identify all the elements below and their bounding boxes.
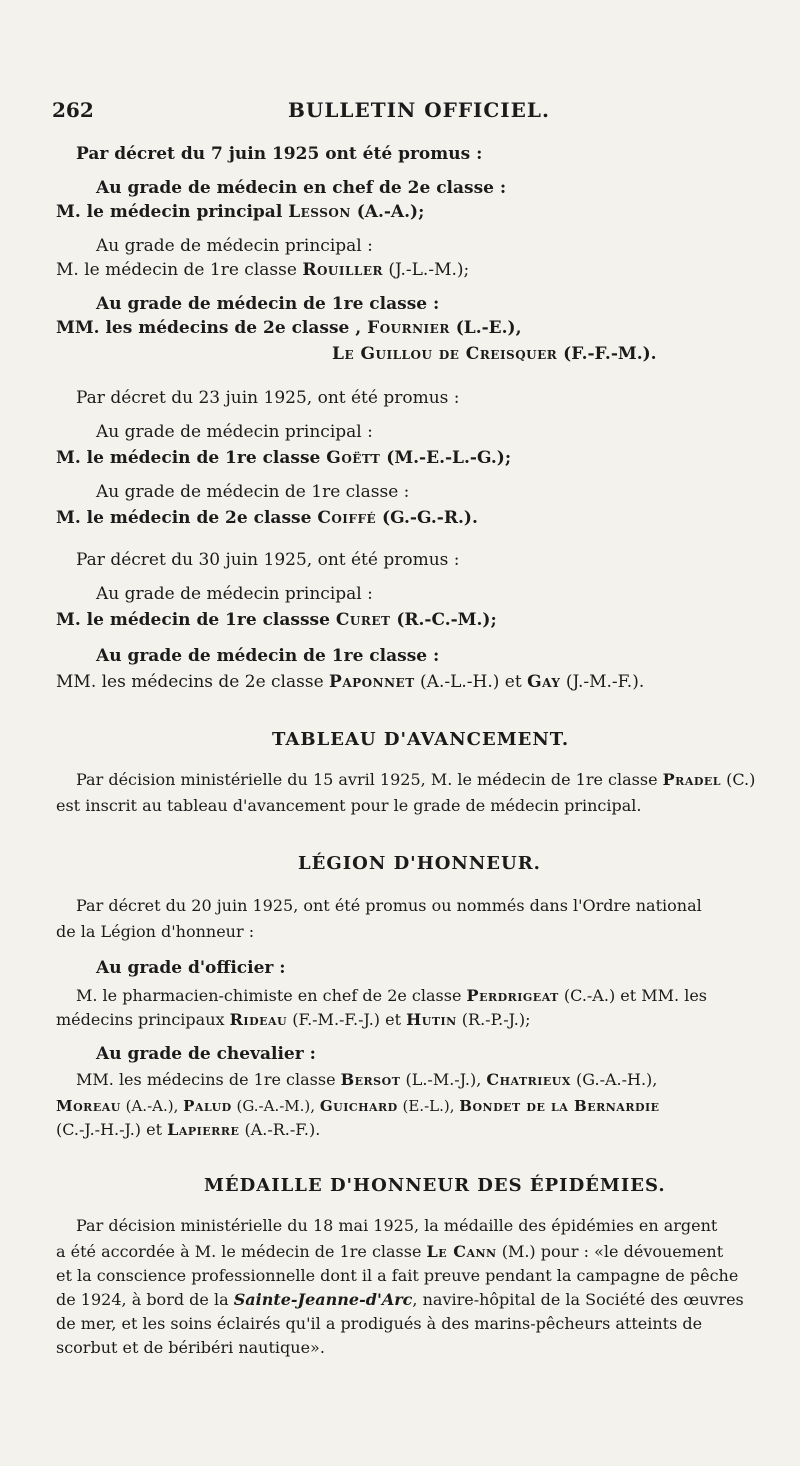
medaille-line6: scorbut et de béribéri nautique».	[56, 1338, 325, 1357]
person-name: Lapierre	[167, 1120, 240, 1139]
legion-officier-line2: médecins principaux Rideau (F.-M.-F.-J.) et Hutin (R.-P.-J.);	[56, 1010, 531, 1029]
decret2-grade1-title: Au grade de médecin principal :	[96, 422, 373, 442]
medaille-line2: a été accordée à M. le médecin de 1re classe Le Cann (M.) pour : «le dévouement	[56, 1242, 724, 1261]
person-name: Hutin	[406, 1010, 457, 1029]
section-heading-legion: LÉGION D'HONNEUR.	[298, 853, 541, 874]
decret2-intro: Par décret du 23 juin 1925, ont été promus :	[76, 388, 460, 408]
legion-chevalier-title: Au grade de chevalier :	[96, 1044, 316, 1064]
person-name: Bersot	[340, 1070, 401, 1089]
decret2-grade2-line: M. le médecin de 2e classe Coiffé (G.-G.-R.).	[56, 508, 478, 528]
decret1-intro: Par décret du 7 juin 1925 ont été promus :	[76, 144, 483, 164]
ship-name: Sainte-Jeanne-d'Arc	[233, 1290, 413, 1309]
section-heading-tableau: TABLEAU D'AVANCEMENT.	[272, 729, 570, 750]
person-name: Fournier	[367, 318, 450, 338]
person-name: Coiffé	[317, 508, 377, 528]
person-name: Pradel	[662, 770, 722, 789]
legion-chevalier-line3: (C.-J.-H.-J.) et Lapierre (A.-R.-F.).	[56, 1120, 321, 1139]
medaille-line1: Par décision ministérielle du 18 mai 1925, la médaille des épidémies en argent	[76, 1216, 718, 1235]
medaille-line4: de 1924, à bord de la Sainte-Jeanne-d'Arc, navire-hôpital de la Société des œuvres	[56, 1290, 744, 1309]
decret2-grade2-title: Au grade de médecin de 1re classe :	[96, 482, 410, 502]
decret3-grade2-line: MM. les médecins de 2e classe Paponnet (A.-L.-H.) et Gay (J.-M.-F.).	[56, 672, 645, 692]
person-name: Rideau	[229, 1010, 288, 1029]
person-name: Bondet de la Bernardie	[459, 1097, 660, 1115]
decret1-grade1-title: Au grade de médecin en chef de 2e classe :	[96, 178, 507, 198]
decret1-grade3-line2: Le Guillou de Creisquer (F.-F.-M.).	[332, 344, 657, 364]
person-name: Curet	[335, 610, 391, 630]
legion-chevalier-line1: MM. les médecins de 1re classe Bersot (L.-M.-J.), Chatrieux (G.-A.-H.),	[76, 1070, 658, 1089]
page-number: 262	[52, 98, 94, 122]
decret3-intro: Par décret du 30 juin 1925, ont été promus :	[76, 550, 460, 570]
legion-officier-line1: M. le pharmacien-chimiste en chef de 2e classe Perdrigeat (C.-A.) et MM. les	[76, 986, 707, 1005]
medaille-line5: de mer, et les soins éclairés qu'il a prodigués à des marins-pêcheurs atteints de	[56, 1314, 703, 1333]
decret1-grade2-title: Au grade de médecin principal :	[96, 236, 373, 256]
person-name: Moreau	[56, 1097, 121, 1115]
decret1-grade3-line: MM. les médecins de 2e classe , Fournier (L.-E.),	[56, 318, 522, 338]
decret1-grade2-line: M. le médecin de 1re classe Rouiller (J.-L.-M.);	[56, 260, 470, 280]
page-title: BULLETIN OFFICIEL.	[288, 98, 550, 122]
person-name: Chatrieux	[486, 1070, 571, 1089]
person-name: Le Guillou de Creisquer	[332, 344, 558, 364]
legion-chevalier-line2: Moreau (A.-A.), Palud (G.-A.-M.), Guichard (E.-L.), Bondet de la Bernardie	[56, 1097, 660, 1115]
decret3-grade1-line: M. le médecin de 1re classse Curet (R.-C.-M.);	[56, 610, 497, 630]
decret1-grade1-line: M. le médecin principal Lesson (A.-A.);	[56, 202, 425, 222]
person-name: Lesson	[288, 202, 351, 222]
decret3-grade2-title: Au grade de médecin de 1re classe :	[96, 646, 440, 666]
tableau-line1: Par décision ministérielle du 15 avril 1925, M. le médecin de 1re classe Pradel (C.)	[76, 770, 756, 789]
person-name: Rouiller	[302, 260, 383, 280]
person-name: Palud	[183, 1097, 232, 1115]
legion-officier-title: Au grade d'officier :	[96, 958, 286, 978]
person-name: Goëtt	[326, 448, 381, 468]
person-name: Gay	[527, 672, 561, 692]
person-name: Guichard	[319, 1097, 398, 1115]
person-name: Perdrigeat	[466, 986, 559, 1005]
legion-line2: de la Légion d'honneur :	[56, 922, 255, 941]
legion-line1: Par décret du 20 juin 1925, ont été promus ou nommés dans l'Ordre national	[76, 896, 702, 915]
decret2-grade1-line: M. le médecin de 1re classe Goëtt (M.-E.-L.-G.);	[56, 448, 512, 468]
medaille-line3: et la conscience professionnelle dont il a fait preuve pendant la campagne de pêche	[56, 1266, 739, 1285]
section-heading-medaille: MÉDAILLE D'HONNEUR DES ÉPIDÉMIES.	[204, 1175, 666, 1196]
person-name: Paponnet	[329, 672, 415, 692]
person-name: Le Cann	[426, 1242, 497, 1261]
decret3-grade1-title: Au grade de médecin principal :	[96, 584, 373, 604]
tableau-line2: est inscrit au tableau d'avancement pour le grade de médecin principal.	[56, 796, 642, 815]
decret1-grade3-title: Au grade de médecin de 1re classe :	[96, 294, 440, 314]
